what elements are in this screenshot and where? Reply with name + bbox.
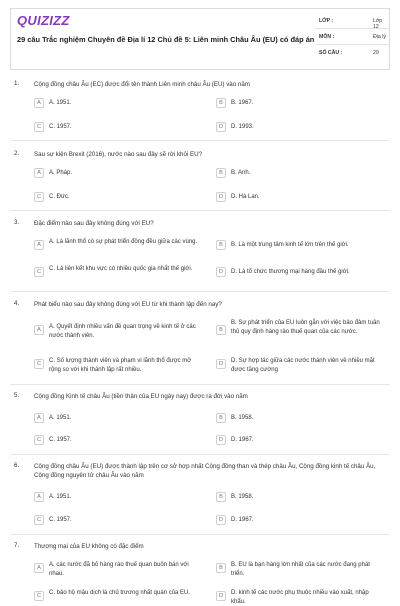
divider [10,140,390,141]
meta-key: SỐ CÂU : [319,50,343,56]
option-text: A. các nước đã bỏ hàng rào thuế quan buôn bán với nhau. [49,562,189,577]
meta-value: 29 [373,50,379,56]
option-letter-box[interactable]: B [216,98,226,108]
option-text: A. 1951. [49,415,72,421]
option-letter-box[interactable]: C [34,591,44,601]
option-letter-box[interactable]: D [216,435,226,445]
option-letter-box[interactable]: A [34,98,44,108]
worksheet-header [10,8,390,70]
option-text: A. Quyết định nhiều vấn đề quan trọng về kinh tế ở các nước thành viên. [49,324,196,339]
question-number: 1. [14,80,20,87]
option-text: B. Là một trung tâm kinh tế lớn trên thế giới. [231,242,349,248]
divider [10,534,390,535]
question-text: Đặc điểm nào sau đây không đúng với EU? [34,220,154,227]
option-text: B. Anh. [231,170,251,176]
option-letter-box[interactable]: C [34,515,44,525]
option-text: D. 1967. [231,437,254,443]
option-text: C. Số lượng thành viên và phạm vi lãnh thổ được mở rộng so với khi thành lập rất nhiều. [49,358,192,373]
divider [10,291,390,292]
option-letter-box[interactable]: B [216,492,226,502]
question-number: 4. [14,300,20,307]
option-letter-box[interactable]: D [216,515,226,525]
divider [10,454,390,455]
option-letter-box[interactable]: B [216,168,226,178]
option-letter-box[interactable]: B [216,325,226,335]
question-text: Cộng đồng Kinh tế châu Âu (tiền thân của EU ngày nay) được ra đời vào năm [34,393,248,400]
option-letter-box[interactable]: D [216,267,226,277]
meta-value: Địa lý [373,34,386,40]
option-text: C. 1957. [49,124,72,130]
question-text: Phát biểu nào sau đây không đúng với EU từ khi thành lập đến nay? [34,301,222,308]
question-number: 7. [14,542,20,549]
option-text: D. 1967. [231,517,254,523]
question-text: Cộng đồng châu Âu (EU) được thành lập trên cơ sở hợp nhất Cộng đồng than và thép châu Âu, Cộng đồng kinh tế châu Âu, Cộng đồng nguyên tử châu Âu vào năm [34,463,376,479]
option-letter-box[interactable]: A [34,492,44,502]
question-text: Thương mại của EU không có đặc điểm [34,543,144,550]
option-letter-box[interactable]: B [216,240,226,250]
meta-row-count [315,45,389,60]
option-text: A. 1951. [49,494,72,500]
option-letter-box[interactable]: D [216,359,226,369]
option-text: C. Đức. [49,194,70,200]
option-text: B. 1958. [231,494,254,500]
option-text: D. kinh tế các nước phụ thuộc nhiều vào xuất, nhập khẩu. [231,590,369,605]
divider [10,210,390,211]
option-text: A. Pháp. [49,170,73,176]
option-letter-box[interactable]: C [34,267,44,277]
option-text: D. 1993. [231,124,254,130]
option-letter-box[interactable]: D [216,591,226,601]
option-letter-box[interactable]: B [216,413,226,423]
option-text: B. EU là bạn hàng lớn nhất của các nước đang phát triển. [231,562,370,577]
option-letter-box[interactable]: A [34,240,44,250]
meta-row-class [315,13,389,29]
option-text: A. Là lãnh thổ có sự phát triển đồng đều giữa các vùng. [49,239,198,245]
question-text: Cộng đồng châu Âu (EC) được đổi tên thành Liên minh châu Âu (EU) vào năm [34,81,250,88]
divider [10,384,390,385]
question-number: 2. [14,150,20,157]
option-text: C. Là liên kết khu vực có nhiều quốc gia nhất thế giới. [49,266,193,272]
meta-key: MÔN : [319,34,335,40]
meta-key: LỚP : [319,18,334,24]
option-letter-box[interactable]: C [34,122,44,132]
question-text: Sau sự kiện Brexit (2016), nước nào sau đây sẽ rời khỏi EU? [34,151,203,158]
option-letter-box[interactable]: C [34,192,44,202]
option-text: B. 1958. [231,415,254,421]
quizizz-logo[interactable]: QUIZIZZ [17,13,70,28]
option-letter-box[interactable]: A [34,325,44,335]
meta-row-subject [315,29,389,45]
meta-table [315,13,389,60]
option-text: D. Sự hợp tác giữa các nước thành viên về nhiều mặt được tăng cường [231,358,375,373]
option-letter-box[interactable]: C [34,359,44,369]
option-letter-box[interactable]: D [216,122,226,132]
option-text: D. Hà Lan. [231,194,260,200]
option-letter-box[interactable]: A [34,563,44,573]
option-letter-box[interactable]: D [216,192,226,202]
meta-value: Lớp 12 [373,18,383,30]
option-text: C. bảo hộ mậu dịch là chủ trương nhất quán của EU. [49,590,191,596]
option-text: B. Sự phát triển của EU luôn gắn với việc bảo đảm tuân thủ quy định hàng rào thuế quan của các nước. [231,320,380,335]
question-number: 6. [14,462,20,469]
option-letter-box[interactable]: C [34,435,44,445]
option-letter-box[interactable]: A [34,413,44,423]
option-letter-box[interactable]: A [34,168,44,178]
option-text: C. 1957. [49,517,72,523]
question-number: 5. [14,392,20,399]
option-text: D. Là tổ chức thương mại hàng đầu thế giới. [231,269,350,275]
option-letter-box[interactable]: B [216,563,226,573]
page-title: 29 câu Trắc nghiệm Chuyên đề Địa lí 12 Chủ đề 5: Liên minh Châu Âu (EU) có đáp án [17,35,315,44]
option-text: C. 1957. [49,437,72,443]
option-text: A. 1951. [49,100,72,106]
option-text: B. 1967. [231,100,254,106]
question-number: 3. [14,219,20,226]
